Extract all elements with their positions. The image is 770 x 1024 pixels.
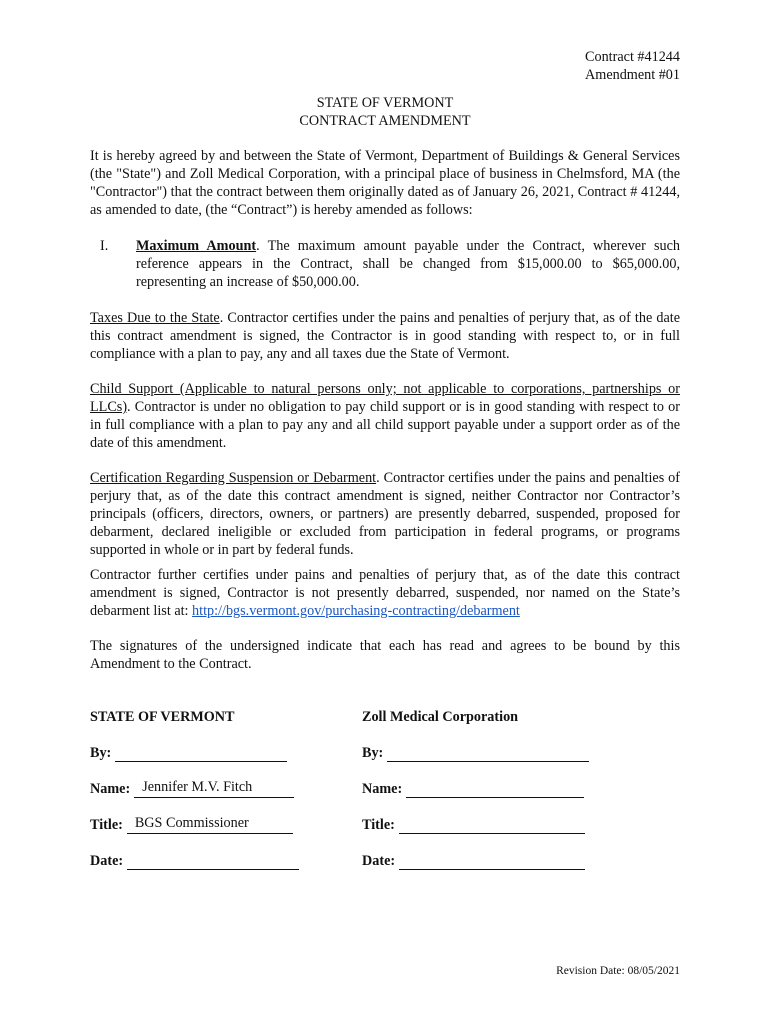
item-heading: Maximum Amount	[136, 238, 257, 254]
contractor-by-signature-line[interactable]	[387, 744, 589, 762]
state-name-label: Name:	[90, 781, 131, 797]
contractor-party-name: Zoll Medical Corporation	[362, 709, 519, 725]
intro-paragraph: It is hereby agreed by and between the State of Vermont, Department of Buildings & General Services (the "State") and Zoll Medical Corporation, with a principal place of business in Chelmsford, MA (the "Contractor") that the contract between them originally dated as of January 26, 2021, Contract # 41244, as amended to date, (the “Contract”) is hereby amended as follows:	[90, 148, 680, 218]
signatures-intro-paragraph: The signatures of the undersigned indicate that each has read and agrees to be bound by this Amendment to the Contract.	[90, 638, 680, 672]
debarment-list-link[interactable]: http://bgs.vermont.gov/purchasing-contracting/debarment	[192, 603, 520, 619]
contractor-signature-block	[362, 708, 622, 888]
contractor-date-row	[362, 852, 622, 888]
state-date-label: Date:	[90, 853, 124, 869]
contractor-name-label: Name:	[362, 781, 403, 797]
contract-reference	[585, 48, 680, 84]
child-support-paragraph	[90, 380, 680, 452]
state-title-line[interactable]	[127, 816, 293, 834]
state-by-row	[90, 744, 350, 780]
contractor-date-line[interactable]	[399, 852, 585, 870]
contractor-title-line[interactable]	[399, 816, 585, 834]
contractor-date-label: Date:	[362, 853, 396, 869]
debarment-heading: Certification Regarding Suspension or Debarment	[90, 470, 377, 486]
state-name-value: Jennifer M.V. Fitch	[142, 779, 253, 795]
state-title-value: BGS Commissioner	[134, 815, 249, 831]
state-date-row	[90, 852, 350, 888]
state-by-signature-line[interactable]	[115, 744, 287, 762]
state-signature-block	[90, 708, 350, 888]
contract-number: Contract #41244	[585, 49, 680, 65]
taxes-heading: Taxes Due to the State	[90, 310, 220, 326]
state-by-label: By:	[90, 745, 112, 761]
title-line-2: CONTRACT AMENDMENT	[299, 113, 471, 129]
child-support-heading: Child Support (Applicable to natural persons only; not applicable to corporations, partnerships or LLCs)	[90, 381, 680, 415]
contractor-by-label: By:	[362, 745, 384, 761]
taxes-text: . Contractor certifies under the pains and penalties of perjury that, as of the date this contract amendment is signed, the Contractor is in good standing with respect to, or in full compliance with a plan to pay, any and all taxes due the State of Vermont.	[90, 310, 680, 362]
state-party-name: STATE OF VERMONT	[90, 709, 235, 725]
contractor-title-label: Title:	[362, 817, 395, 833]
taxes-paragraph	[90, 309, 680, 363]
state-title-row	[90, 816, 350, 852]
revision-date: Revision Date: 08/05/2021	[556, 965, 680, 977]
debarment-text: . Contractor certifies under the pains and penalties of perjury that, as of the date this contract amendment is signed, neither Contractor nor Contractor’s principals (officers, directors, owners, or partners) are presently debarred, suspended, proposed for debarment, declared ineligible or excluded from participation in federal programs, or programs supported in whole or in part by federal funds.	[90, 470, 680, 558]
child-support-text: . Contractor is under no obligation to pay child support or is in good standing with respect to or in full compliance with a plan to pay any and all child support payable under a support order as of the date of this amendment.	[90, 399, 680, 451]
state-name-line[interactable]	[134, 780, 294, 798]
amendment-item-1	[90, 237, 680, 291]
contractor-name-row	[362, 780, 622, 816]
state-name-row	[90, 780, 350, 816]
further-text: Contractor further certifies under pains and penalties of perjury that, as of the date this contract amendment is signed, Contractor is not presently debarred, suspended, nor named on the State’s debarment list at:	[90, 567, 680, 619]
item-text: . The maximum amount payable under the Contract, wherever such reference appears in the Contract, shall be changed from $15,000.00 to $65,000.00, representing an increase of $50,000.00.	[136, 238, 680, 290]
contractor-by-row	[362, 744, 622, 780]
debarment-paragraph	[90, 469, 680, 559]
state-title-label: Title:	[90, 817, 123, 833]
contractor-name-line[interactable]	[406, 780, 584, 798]
title-line-1: STATE OF VERMONT	[316, 95, 454, 111]
state-date-line[interactable]	[127, 852, 299, 870]
amendment-number: Amendment #01	[585, 67, 680, 83]
document-title	[0, 94, 770, 130]
item-number: I.	[100, 238, 109, 254]
further-certification-paragraph	[90, 566, 680, 620]
contractor-title-row	[362, 816, 622, 852]
